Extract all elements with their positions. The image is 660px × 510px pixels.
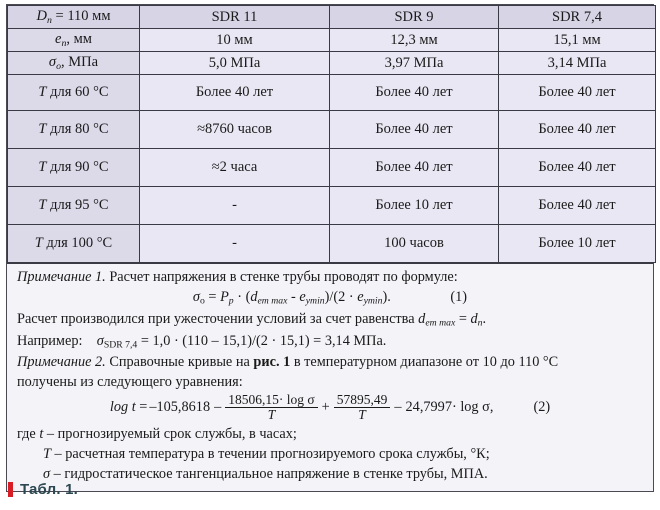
formula-2-frac2-denominator: T <box>358 407 366 423</box>
notes-block <box>7 263 653 490</box>
table-cell: 10 мм <box>140 29 330 52</box>
table-cell: Более 10 лет <box>330 187 499 225</box>
formula-2-op-3: – <box>394 399 402 416</box>
table-cell: Более 40 лет <box>499 111 656 149</box>
formula-1-line <box>17 288 643 309</box>
table-row <box>8 75 656 111</box>
row-header-cell: $e_n$, мм <box>8 29 140 52</box>
note-2-text-b: в температурном диапазоне от 10 до 110 °C <box>293 354 559 371</box>
table-cell: Более 40 лет <box>140 75 330 111</box>
table-header-row <box>8 6 656 29</box>
row-header-cell: T для 60 °C <box>8 75 140 111</box>
spec-table-body <box>8 6 656 263</box>
legend-line-T: T – расчетная температура в течении прогнозируемого срока службы, °К; <box>43 445 490 462</box>
table-row <box>8 52 656 75</box>
table-cell: Более 40 лет <box>499 75 656 111</box>
formula-2-term-1: –105,8618 <box>149 399 211 416</box>
formula-2-lhs: log t = <box>109 399 148 416</box>
table-cell: ≈2 часа <box>140 149 330 187</box>
table-cell: Более 40 лет <box>499 149 656 187</box>
legend-line-t: где t – прогнозируемый срок службы, в часах; <box>17 425 297 442</box>
formula-2 <box>110 393 496 422</box>
note-2-text-a: Справочные кривые на <box>109 354 250 371</box>
formula-2-term-4: 24,7997· log σ, <box>405 399 494 416</box>
table-cell: - <box>140 187 330 225</box>
note-1-line-1 <box>17 268 643 287</box>
table-cell: Более 40 лет <box>330 149 499 187</box>
note-2-figure-ref: рис. 1 <box>253 354 291 371</box>
note-2-line-2: получены из следующего уравнения: <box>17 374 243 391</box>
table-cell: 15,1 мм <box>499 29 656 52</box>
formula-2-op-2: + <box>321 399 330 416</box>
formula-1: $\sigma o = P_p \cdot (d_{em max} - e_{ymin})/(2 \cdot e_{ymin})$. <box>192 289 395 307</box>
note-2-line-1 <box>17 353 643 372</box>
table-cell: 5,0 МПа <box>140 52 330 75</box>
note-1-line-2: Расчет производился при ужесточении условий за счет равенства $d_{em max} = d_n$. <box>17 310 487 329</box>
note-1-lead: Примечание 1. <box>17 269 106 286</box>
table-cell: 3,97 МПа <box>330 52 499 75</box>
caption-bar-icon <box>8 482 13 497</box>
row-header-cell: T для 100 °C <box>8 225 140 263</box>
table-row <box>8 225 656 263</box>
formula-2-frac2-numerator: 57895,49 <box>334 393 391 408</box>
table-cell: Более 40 лет <box>330 111 499 149</box>
formula-1-number: (1) <box>450 289 468 306</box>
note-1-example-formula: σSDR 7,4 = 1,0 · (110 – 15,1)/(2 · 15,1) = 3,14 МПа. <box>96 332 387 351</box>
row-header-cell: T для 95 °C <box>8 187 140 225</box>
table-row <box>8 29 656 52</box>
table-cell: Более 40 лет <box>499 187 656 225</box>
formula-2-fraction-2 <box>334 393 391 422</box>
note-1-line-3 <box>17 332 643 353</box>
legend-line-sigma: σ – гидростатическое тангенциальное напряжение в стенке трубы, МПА. <box>43 465 488 482</box>
formula-2-frac1-numerator: 18506,15· log σ <box>225 393 317 408</box>
table-cell: 100 часов <box>330 225 499 263</box>
header-cell-sdr74: SDR 7,4 <box>499 6 656 29</box>
row-header-cell: $\sigma_o$, МПа <box>8 52 140 75</box>
table-cell: Более 40 лет <box>330 75 499 111</box>
table-caption <box>8 481 78 498</box>
spec-table <box>7 5 656 263</box>
row-header-cell: T для 80 °C <box>8 111 140 149</box>
table-cell: 12,3 мм <box>330 29 499 52</box>
formula-2-number: (2) <box>533 399 551 416</box>
formula-2-frac1-denominator: T <box>267 407 276 423</box>
table-row <box>8 187 656 225</box>
row-header-cell: T для 90 °C <box>8 149 140 187</box>
table-cell: Более 10 лет <box>499 225 656 263</box>
note-2-lead: Примечание 2. <box>17 354 106 371</box>
formula-2-line <box>17 393 643 422</box>
formula-2-op-1: – <box>214 399 222 416</box>
table-cell: - <box>140 225 330 263</box>
note-1-text: Расчет напряжения в стенке трубы проводят по формуле: <box>109 269 458 286</box>
table-row <box>8 111 656 149</box>
caption-label: Табл. 1. <box>20 481 78 498</box>
table-row <box>8 149 656 187</box>
header-cell-sdr11: SDR 11 <box>140 6 330 29</box>
spec-table-container <box>6 4 654 492</box>
table-cell: 3,14 МПа <box>499 52 656 75</box>
table-cell: ≈8760 часов <box>140 111 330 149</box>
header-cell-sdr9: SDR 9 <box>330 6 499 29</box>
header-cell-dn: $D_n = 110$ мм <box>8 6 140 29</box>
formula-2-fraction-1 <box>225 393 317 422</box>
note-1-example-lead: Например: <box>17 332 83 349</box>
